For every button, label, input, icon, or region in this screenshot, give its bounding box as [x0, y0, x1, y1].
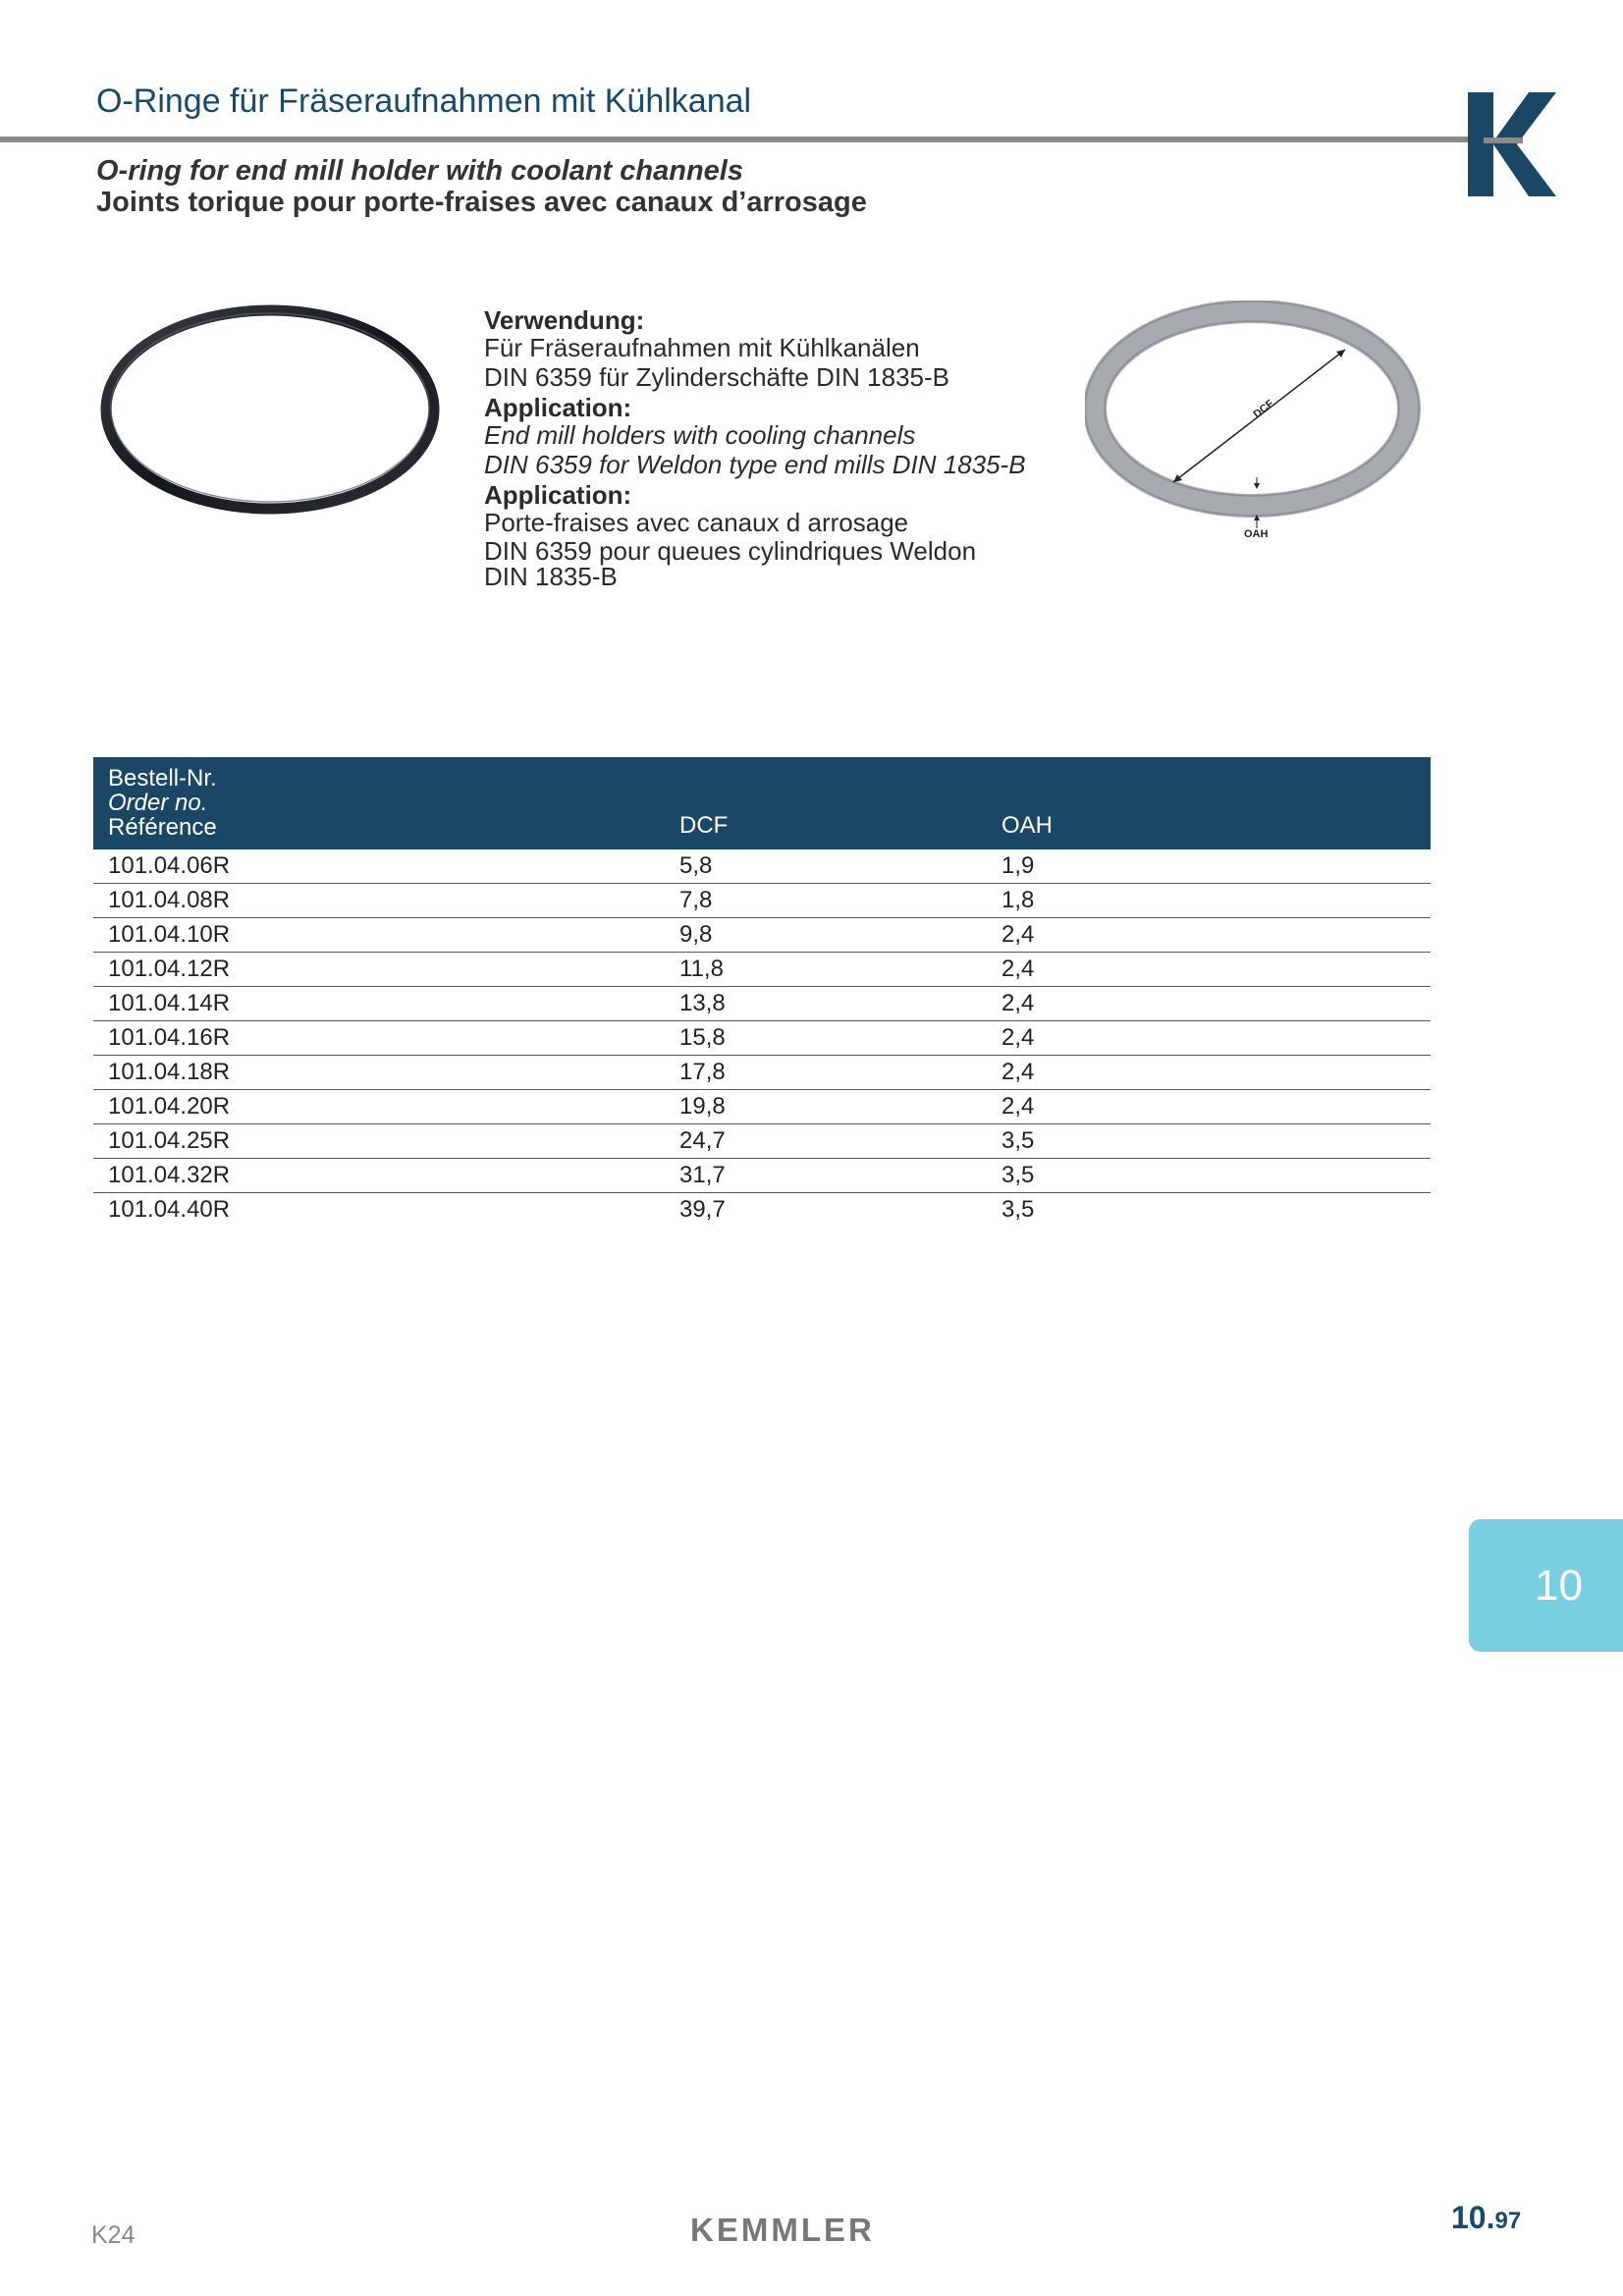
order-table	[93, 757, 1431, 1227]
table-row	[93, 1193, 1431, 1228]
oah-cell: 2,4	[987, 987, 1431, 1021]
table-row	[93, 1021, 1431, 1056]
order-number-cell: 101.04.10R	[93, 918, 665, 953]
table-row	[93, 953, 1431, 987]
table-header-row	[93, 757, 1431, 849]
order-number-cell: 101.04.18R	[93, 1056, 665, 1090]
header-order-number	[93, 757, 665, 849]
usage-text-de-2: DIN 6359 für Zylinderschäfte DIN 1835-B	[484, 362, 949, 392]
dcf-cell: 5,8	[665, 849, 987, 884]
dcf-cell: 7,8	[665, 884, 987, 918]
oah-cell: 1,9	[987, 849, 1431, 884]
usage-text-fr-2: DIN 6359 pour queues cylindriques Weldon	[484, 536, 977, 566]
usage-text-fr-3: DIN 1835-B	[484, 562, 618, 591]
oah-cell: 3,5	[987, 1124, 1431, 1159]
oah-cell: 2,4	[987, 1056, 1431, 1090]
usage-heading-de: Verwendung:	[484, 305, 645, 335]
order-number-cell: 101.04.25R	[93, 1124, 665, 1159]
order-number-cell: 101.04.32R	[93, 1159, 665, 1193]
page-number-major: 10.	[1451, 2200, 1495, 2235]
header-label-de: Bestell-Nr.	[108, 765, 217, 792]
table-row	[93, 1159, 1431, 1193]
usage-text-fr-1: Porte-fraises avec canaux d arrosage	[484, 508, 909, 537]
table-row	[93, 1056, 1431, 1090]
table-row	[93, 849, 1431, 884]
header-label-en: Order no.	[108, 790, 208, 816]
oah-cell: 2,4	[987, 1090, 1431, 1124]
table-row	[93, 884, 1431, 918]
order-number-cell: 101.04.16R	[93, 1021, 665, 1056]
table-row	[93, 1124, 1431, 1159]
usage-text-en-1: End mill holders with cooling channels	[484, 420, 916, 450]
chapter-tab: 10	[1469, 1519, 1623, 1652]
oah-cell: 2,4	[987, 953, 1431, 987]
subtitle-english: O-ring for end mill holder with coolant channels	[96, 155, 743, 187]
page-number	[1451, 2200, 1521, 2236]
usage-description	[484, 305, 1034, 591]
dcf-cell: 9,8	[665, 918, 987, 953]
order-number-cell: 101.04.08R	[93, 884, 665, 918]
o-ring-photo	[98, 300, 442, 525]
order-number-cell: 101.04.14R	[93, 987, 665, 1021]
header-rule	[0, 137, 1468, 142]
table-row	[93, 1090, 1431, 1124]
kemmler-k-logo	[1468, 92, 1556, 201]
dcf-cell: 39,7	[679, 1196, 726, 1223]
oah-cell: 2,4	[987, 918, 1431, 953]
header-oah: OAH	[987, 757, 1431, 849]
dcf-cell: 19,8	[665, 1090, 987, 1124]
oah-cell: 3,5	[987, 1159, 1431, 1193]
dcf-cell: 24,7	[665, 1124, 987, 1159]
catalog-code: K24	[91, 2221, 135, 2249]
brand-logo-text: KEMMLER	[690, 2212, 875, 2248]
oah-cell: 2,4	[987, 1021, 1431, 1056]
dcf-cell: 13,8	[665, 987, 987, 1021]
order-number-cell: 101.04.20R	[93, 1090, 665, 1124]
order-number-cell: 101.04.12R	[93, 953, 665, 987]
usage-text-en-2: DIN 6359 for Weldon type end mills DIN 1835-B	[484, 450, 1026, 479]
header-dcf: DCF	[665, 757, 987, 849]
order-number-cell: 101.04.06R	[93, 849, 665, 884]
subtitle-french: Joints torique pour porte-fraises avec canaux d’arrosage	[96, 187, 867, 218]
page-number-minor: 97	[1494, 2208, 1522, 2234]
oah-label: OAH	[1244, 528, 1269, 540]
order-number-cell: 101.04.40R	[108, 1196, 231, 1223]
usage-heading-en: Application:	[484, 393, 632, 422]
usage-heading-fr: Application:	[484, 480, 632, 510]
oah-cell: 3,5	[1001, 1196, 1035, 1223]
dcf-cell: 31,7	[665, 1159, 987, 1193]
page-title: O-Ringe für Fräseraufnahmen mit Kühlkanal	[96, 82, 752, 120]
oah-cell: 1,8	[987, 884, 1431, 918]
table-row	[93, 918, 1431, 953]
header-label-fr: Référence	[108, 814, 217, 841]
dcf-label: DCF	[1251, 397, 1276, 421]
dcf-cell: 17,8	[665, 1056, 987, 1090]
usage-text-de-1: Für Fräseraufnahmen mit Kühlkanälen	[484, 333, 920, 362]
dcf-cell: 15,8	[665, 1021, 987, 1056]
dcf-cell: 11,8	[665, 953, 987, 987]
table-row	[93, 987, 1431, 1021]
o-ring-dimension-diagram	[1085, 301, 1429, 551]
